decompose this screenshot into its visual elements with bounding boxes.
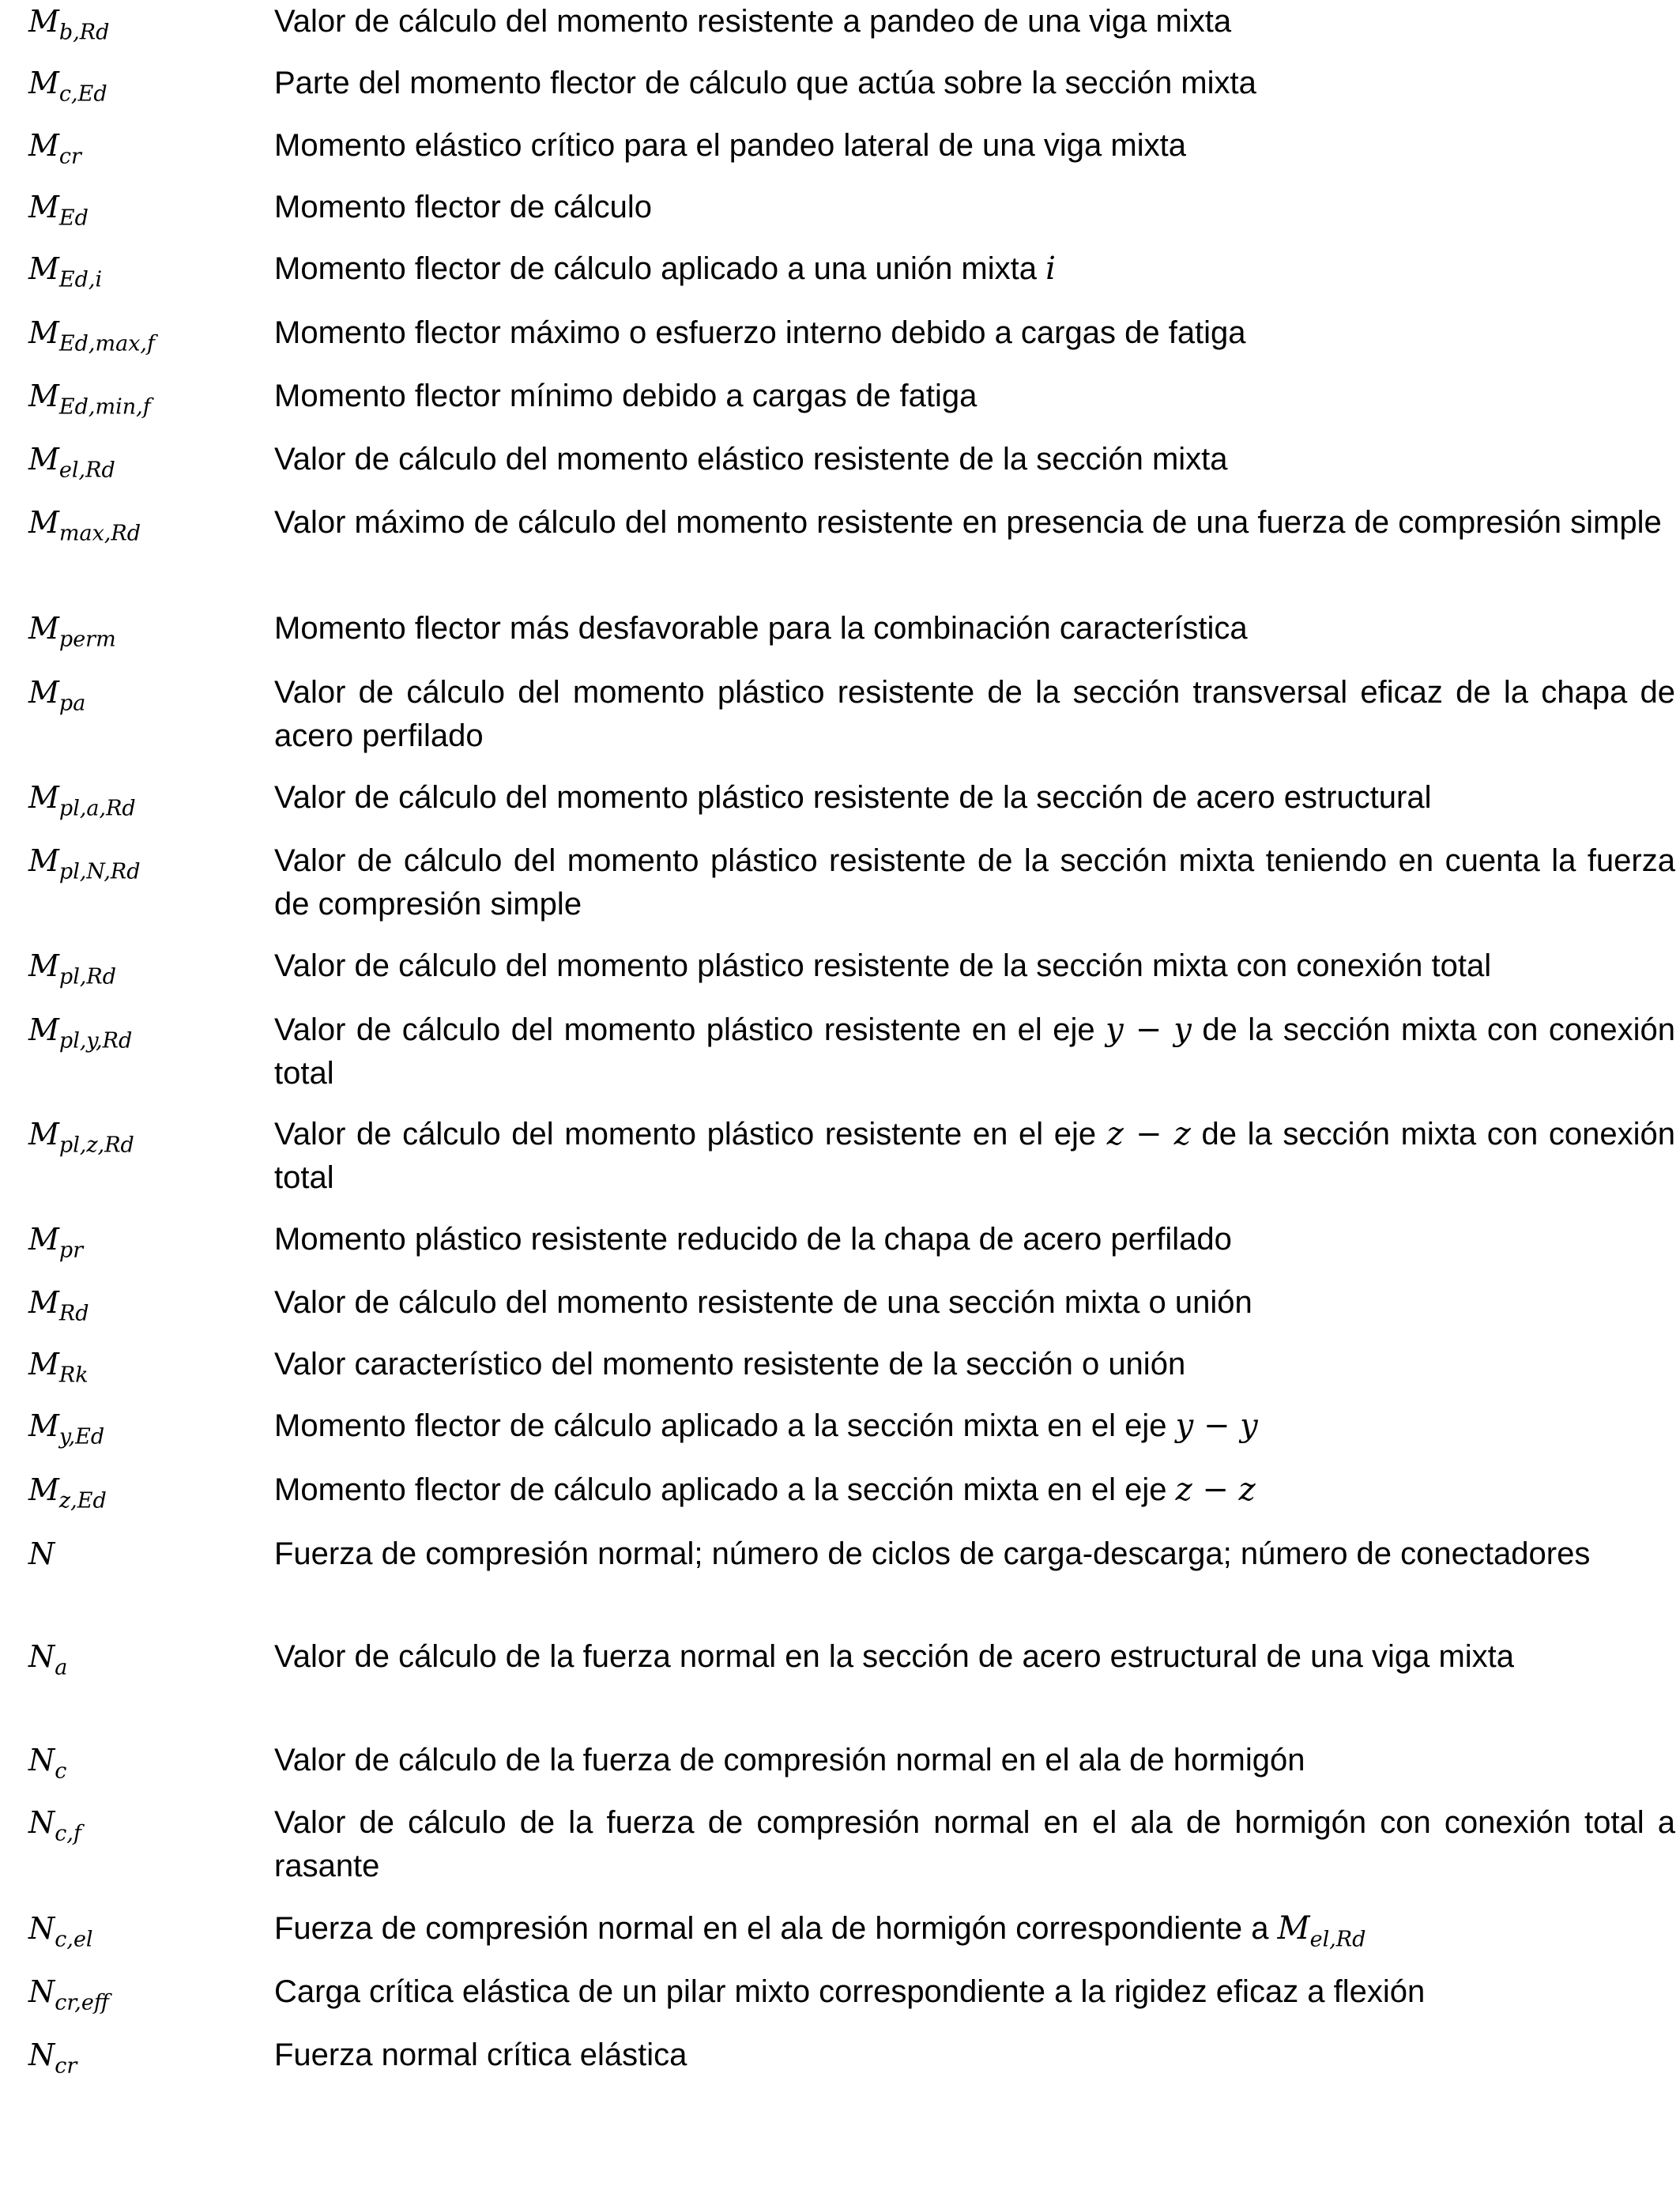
symbol: $M_{cr}$ — [28, 128, 81, 169]
inline-math: z − z — [1175, 1472, 1256, 1508]
inline-math: i — [1045, 251, 1056, 287]
description: Valor de cálculo de la fuerza normal en la sección de acero estructural de una viga mixta — [274, 1639, 1515, 1674]
inline-math: y − y — [1106, 1012, 1192, 1048]
description: Valor de cálculo del momento plástico resistente de la sección mixta con conexión total — [274, 948, 1492, 983]
symbol: $M_{pl,y,Rd}$ — [28, 1012, 133, 1054]
description: Valor de cálculo del momento plástico resistente en el eje y − y de la sección mixta con conexión total — [274, 1012, 1675, 1091]
description: Valor de cálculo del momento plástico resistente de la sección mixta teniendo en cuenta la fuerza de compresión simple — [274, 843, 1675, 922]
description: Momento plástico resistente reducido de la chapa de acero perfilado — [274, 1222, 1232, 1257]
inline-math: y − y — [1175, 1408, 1258, 1444]
description: Parte del momento flector de cálculo que actúa sobre la sección mixta — [274, 66, 1256, 100]
symbol: $M_{pl,N,Rd}$ — [28, 843, 141, 884]
description: Momento elástico crítico para el pandeo lateral de una viga mixta — [274, 128, 1186, 163]
description: Fuerza de compresión normal en el ala de hormigón correspondiente a $M_{el,Rd}$ — [274, 1910, 1366, 1952]
description: Valor de cálculo de la fuerza de compresión normal en el ala de hormigón — [274, 1743, 1305, 1777]
symbol: N — [28, 1536, 55, 1571]
symbol: $N_{c,el}$ — [28, 1911, 93, 1952]
description: Valor de cálculo del momento plástico resistente de la sección transversal eficaz de la chapa de acero perfilado — [274, 675, 1675, 753]
symbol: $M_{max,Rd}$ — [28, 505, 141, 546]
inline-math: z − z — [1106, 1116, 1191, 1152]
description: Momento flector de cálculo aplicado a una unión mixta i — [274, 251, 1056, 287]
description: Momento flector de cálculo aplicado a la sección mixta en el eje y − y — [274, 1408, 1258, 1444]
symbol: $M_{pl,z,Rd}$ — [28, 1117, 134, 1158]
symbol: $M_{y,Ed}$ — [28, 1408, 105, 1449]
symbol: $M_{z,Ed}$ — [28, 1472, 107, 1514]
symbol: $M_{c,Ed}$ — [28, 66, 107, 107]
description: Valor de cálculo del momento resistente a pandeo de una viga mixta — [274, 4, 1232, 39]
description: Momento flector máximo o esfuerzo interno debido a cargas de fatiga — [274, 315, 1246, 350]
symbol: $M_{Ed,min,f}$ — [28, 379, 151, 420]
symbol: $N_c$ — [28, 1743, 67, 1784]
symbol: $M_{pr}$ — [28, 1222, 84, 1263]
symbol: $M_{pa}$ — [28, 675, 86, 716]
description: Fuerza normal crítica elástica — [274, 2038, 687, 2072]
description: Valor de cálculo del momento plástico resistente de la sección de acero estructural — [274, 780, 1432, 815]
description: Valor de cálculo de la fuerza de compresión normal en el ala de hormigón con conexión total a rasante — [274, 1805, 1675, 1883]
description: Momento flector más desfavorable para la combinación característica — [274, 611, 1248, 646]
symbol: $M_{Ed,i}$ — [28, 251, 103, 292]
symbol: $N_{cr}$ — [28, 2038, 77, 2079]
symbol: $N_a$ — [28, 1639, 68, 1680]
symbol: $M_{Ed,max,f}$ — [28, 315, 155, 356]
symbol: $M_{Rk}$ — [28, 1347, 89, 1388]
description: Momento flector de cálculo aplicado a la sección mixta en el eje z − z — [274, 1472, 1256, 1508]
symbol: $M_{b,Rd}$ — [28, 4, 110, 45]
description: Valor máximo de cálculo del momento resistente en presencia de una fuerza de compresión simple — [274, 505, 1662, 540]
symbol: $M_{Ed}$ — [28, 190, 89, 231]
symbol: $N_{cr,eff}$ — [28, 1974, 110, 2015]
description: Momento flector mínimo debido a cargas de fatiga — [274, 379, 977, 413]
symbol: $M_{perm}$ — [28, 611, 116, 652]
symbol: $M_{pl,Rd}$ — [28, 948, 117, 990]
description: Valor de cálculo del momento elástico resistente de la sección mixta — [274, 442, 1228, 477]
description: Momento flector de cálculo — [274, 190, 653, 224]
symbol: $M_{el,Rd}$ — [28, 442, 115, 483]
description: Fuerza de compresión normal; número de ciclos de carga-descarga; número de conectadores — [274, 1536, 1591, 1571]
symbol: $N_{c,f}$ — [28, 1805, 81, 1846]
description: Carga crítica elástica de un pilar mixto correspondiente a la rigidez eficaz a flexión — [274, 1974, 1426, 2009]
description: Valor de cálculo del momento plástico resistente en el eje z − z de la sección mixta con conexión total — [274, 1116, 1675, 1195]
description: Valor característico del momento resistente de la sección o unión — [274, 1347, 1186, 1382]
inline-math: $M_{el,Rd}$ — [1277, 1910, 1366, 1952]
symbol: $M_{pl,a,Rd}$ — [28, 780, 136, 821]
symbol: $M_{Rd}$ — [28, 1285, 89, 1326]
description: Valor de cálculo del momento resistente de una sección mixta o unión — [274, 1285, 1252, 1320]
